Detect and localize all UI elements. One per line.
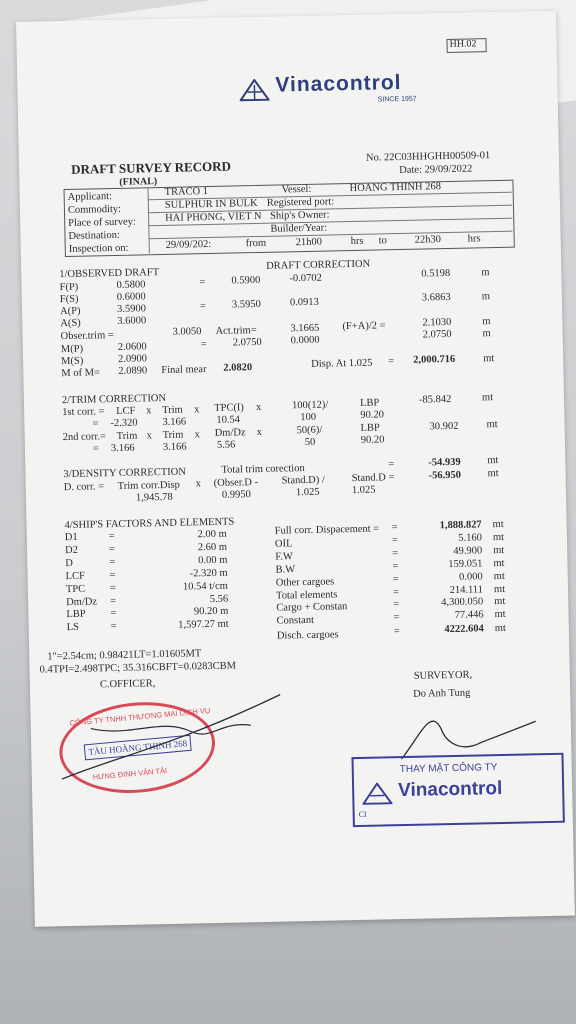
c2-trim1-value: 3.166 [110, 442, 135, 455]
to-time: 22h30 [414, 234, 442, 246]
element-value: 49.900 [453, 545, 483, 557]
observed-heading: 1/OBSERVED DRAFT [59, 267, 160, 281]
stamp-top-text: CÔNG TY TNHH THƯƠNG MẠI DỊCH VỤ [69, 705, 211, 728]
c2-x2: x [194, 429, 201, 441]
element-eq: = [391, 535, 398, 547]
dcorr-eq: = [388, 472, 395, 484]
ap-result: 3.6863 [421, 291, 451, 304]
factor-eq: = [110, 621, 117, 633]
disch-label: Disch. cargoes [276, 629, 339, 642]
factor-eq: = [109, 557, 116, 569]
fp-unit: m [481, 267, 490, 279]
dcorr-v3: 1.025 [295, 486, 320, 499]
final-mean-label: Final mear [161, 364, 207, 377]
company-line: THAY MẶT CÔNG TY [399, 762, 498, 776]
element-eq: = [392, 587, 400, 599]
company-stamp [351, 753, 564, 827]
officer-signature-icon [50, 684, 292, 789]
fa-value: 2.1030 [422, 316, 452, 329]
element-value: 214.111 [449, 584, 484, 597]
element-label: B.W [275, 564, 296, 576]
dcorr-v1: 1,945.78 [135, 491, 173, 504]
dcorr-f4: Stand.D [351, 472, 386, 485]
element-label: Cargo + Constan [276, 601, 348, 614]
obs-trim-value: 3.0050 [172, 326, 202, 338]
mp-label: M(P) [60, 343, 84, 356]
c2-x3: x [256, 426, 263, 439]
factor-label: TPC [65, 583, 86, 596]
element-unit: mt [493, 557, 505, 570]
fa-label: (F+A)/2 = [342, 320, 386, 333]
doc-code: HH.02 [449, 38, 477, 50]
c2-50-value: 50 [304, 436, 316, 449]
document-number: No. 22C03HHGHH00509-01 [365, 150, 491, 164]
document-subtitle: (FINAL) [119, 176, 158, 188]
place-label: Place of survey: [68, 216, 136, 229]
c2-result: 30.902 [429, 420, 459, 433]
factor-value: 2.60 m [197, 541, 228, 554]
factor-value: 1,597.27 mt [178, 618, 229, 631]
c1-unit: mt [481, 392, 494, 404]
element-unit: mt [494, 595, 506, 608]
final-mean-value: 2.0820 [223, 362, 253, 374]
ap-value: 3.5900 [116, 303, 147, 315]
surveyor-name: Do Anh Tung [413, 687, 471, 700]
note-conversion-2: 0.4TPI=2.498TPC; 35.316CBFT=0.0283CBM [39, 660, 237, 676]
c1-lcf-value: -2.320 [110, 417, 138, 430]
c2-lbp: LBP [360, 422, 380, 434]
registered-port-label: Registered port: [266, 196, 335, 209]
brand-since: SINCE 1957 [377, 95, 417, 104]
to-label: to [378, 235, 387, 247]
element-unit: mt [493, 544, 505, 557]
factor-value: 2.00 m [197, 528, 227, 541]
factor-value: 5.56 [209, 593, 229, 606]
correction-heading: DRAFT CORRECTION [266, 258, 371, 272]
fp-correction: -0.0702 [289, 272, 322, 285]
officer-label: C.OFFICER, [99, 678, 156, 691]
dcorr-f1: Trim corr.Disp [117, 479, 180, 492]
c1-eq: = [92, 418, 99, 430]
c1-lbp-value: 90.20 [360, 409, 385, 421]
applicant-label: Applicant: [67, 191, 113, 203]
mp-unit: m [482, 328, 491, 340]
ap-eq: = [199, 301, 207, 313]
factor-eq: = [110, 596, 117, 608]
element-value: 5.160 [458, 532, 483, 544]
factor-value: 90.20 m [193, 605, 229, 618]
element-value: 159.051 [448, 558, 483, 571]
disch-eq: = [393, 626, 400, 638]
total-trim-eq: = [388, 459, 395, 471]
factor-label: LCF [65, 570, 86, 583]
place-value: HAI PHONG, VIET N [165, 210, 262, 224]
c1-x1: x [146, 405, 152, 417]
ms-value: 2.0900 [117, 353, 148, 365]
c1-tpc-value: 10.54 [216, 414, 241, 426]
element-label: F.W [275, 551, 293, 563]
company-ci: CI [358, 809, 367, 819]
c2-trim1: Trim [116, 430, 138, 442]
act-trim-value: 3.1665 [290, 322, 320, 335]
factors-heading: 4/SHIP'S FACTORS AND ELEMENTS [64, 516, 235, 532]
c1-label: 1st corr. = [62, 406, 105, 419]
commodity-label: Commodity: [67, 203, 122, 216]
c2-dmdz-value: 5.56 [216, 439, 236, 451]
company-brand: Vinacontrol [397, 777, 503, 802]
c1-lcf: LCF [116, 405, 136, 417]
from-time: 21h00 [295, 236, 323, 249]
document-title: DRAFT SURVEY RECORD [70, 158, 232, 177]
builder-label: Builder/Year: [270, 222, 328, 235]
mp-result: 2.0750 [422, 328, 452, 341]
company-logo-icon [362, 782, 392, 805]
disp-value: 2,000.716 [413, 353, 456, 366]
c2-trim2-value: 3.166 [162, 441, 187, 454]
element-eq: = [392, 548, 399, 560]
owner-label: Ship's Owner: [270, 209, 330, 222]
vessel-label: Vessel: [281, 183, 312, 196]
fa-unit: m [482, 316, 491, 328]
inspection-label: Inspection on: [68, 242, 129, 255]
c1-result: -85.842 [418, 393, 452, 406]
dcorr-f2: (Obser.D - [213, 477, 259, 489]
element-eq: = [393, 612, 400, 624]
c2-50: 50(6)/ [296, 424, 323, 437]
document-date: Date: 29/09/2022 [399, 163, 473, 177]
from-label: from [245, 237, 267, 250]
density-heading: 3/DENSITY CORRECTION [63, 466, 186, 481]
fp-value: 0.5800 [116, 279, 146, 291]
mp-value: 2.0600 [117, 341, 147, 353]
element-unit: mt [492, 518, 504, 531]
c2-trim2: Trim [162, 429, 184, 442]
applicant-value: TRACO 1 [164, 186, 209, 198]
c1-trim-value: 3.166 [162, 416, 187, 429]
element-value: 1,888.827 [439, 519, 482, 532]
factor-label: D1 [64, 531, 78, 544]
c2-x1: x [146, 430, 153, 442]
fs-label: F(S) [59, 293, 79, 306]
act-trim-label: Act.trim= [215, 325, 257, 337]
hrs2-label: hrs [467, 233, 481, 245]
dcorr-v4: 1.025 [351, 484, 376, 497]
factor-label: D2 [64, 544, 79, 557]
fp-label: F(P) [59, 281, 79, 294]
total-trim-value: -54.939 [428, 456, 461, 469]
note-conversion-1: 1"=2.54cm; 0.98421LT=1.01605MT [47, 648, 202, 663]
c1-x2: x [194, 404, 200, 416]
c1-x3: x [256, 401, 262, 414]
disch-value: 4222.604 [444, 623, 484, 636]
dcorr-result: -56.950 [428, 469, 462, 482]
vessel-value: HOANG THINH 268 [349, 181, 442, 195]
vinacontrol-logo-icon [239, 79, 269, 102]
ap-draft: 3.5950 [231, 298, 261, 311]
ms-label: M(S) [61, 355, 84, 368]
fs-value: 0.6000 [116, 291, 146, 303]
element-unit: mt [494, 608, 506, 621]
factor-eq: = [110, 608, 117, 620]
element-eq: = [391, 522, 398, 534]
dcorr-label: D. corr. = [63, 481, 105, 494]
c2-lbp-value: 90.20 [360, 434, 385, 446]
ap-unit: m [481, 291, 491, 303]
element-unit: mt [493, 583, 506, 596]
element-unit: mt [493, 570, 505, 583]
c2-eq: = [92, 443, 99, 455]
element-label: Other cargoes [275, 576, 335, 589]
c1-trim: Trim [162, 404, 183, 417]
draft-survey-document [16, 11, 575, 927]
factor-eq: = [108, 531, 115, 543]
factor-eq: = [108, 544, 116, 556]
stamp-mid-text: TÀU HOÀNG THỊNH 268 [84, 735, 192, 761]
hrs-label: hrs [350, 235, 364, 248]
factor-eq: = [109, 583, 116, 595]
total-trim-label: Total trim corection [221, 463, 305, 476]
element-label: Total elements [275, 589, 338, 602]
factor-label: Dm/Dz [66, 596, 98, 609]
as-value: 3.6000 [117, 315, 147, 327]
dcorr-f3: Stand.D) / [281, 474, 325, 487]
factor-value: 0.00 m [198, 554, 228, 567]
destination-label: Destination: [68, 229, 120, 242]
mom-value: 2.0890 [118, 365, 148, 377]
element-unit: mt [492, 531, 505, 544]
mom-label: M of M= [61, 367, 101, 380]
disp-eq: = [388, 356, 395, 368]
factor-label: D [65, 557, 74, 570]
mp-eq: = [200, 339, 207, 351]
factor-label: LBP [66, 608, 86, 621]
disch-unit: mt [494, 622, 507, 635]
commodity-value: SULPHUR IN BULK [164, 197, 258, 211]
element-eq: = [393, 599, 400, 611]
as-label: A(S) [60, 317, 81, 330]
stamp-bottom-text: HƯNG ĐINH VẬN TẢI [92, 766, 168, 782]
c2-label: 2nd corr.= [62, 431, 107, 444]
element-label: OIL [274, 538, 293, 550]
surveyor-label: SURVEYOR, [413, 669, 473, 682]
factor-value: -2.320 m [189, 567, 228, 580]
c2-dmdz: Dm/Dz [214, 427, 246, 439]
mp-correction: 0.0000 [290, 334, 320, 347]
element-label: Full corr. Dispacement = [274, 523, 380, 537]
c1-tpc: TPC(I) [214, 402, 244, 414]
dcorr-unit: mt [487, 467, 499, 480]
factor-eq: = [109, 570, 116, 582]
element-eq: = [392, 561, 399, 573]
element-label: Constant [276, 614, 315, 627]
element-value: 0.000 [458, 571, 483, 583]
disp-label: Disp. At 1.025 [311, 357, 373, 370]
dcorr-v2: 0.9950 [221, 489, 251, 501]
c2-unit: mt [486, 419, 498, 431]
c1-lbp: LBP [359, 397, 380, 409]
element-value: 4,300.050 [441, 596, 484, 609]
element-value: 77.446 [454, 609, 484, 621]
fp-draft: 0.5900 [231, 274, 261, 287]
inspection-date: 29/09/202: [165, 238, 212, 251]
ap-correction: 0.0913 [289, 296, 319, 309]
factor-value: 10.54 t/cm [182, 580, 228, 593]
obs-trim-label: Obser.trim = [60, 330, 114, 343]
c1-100: 100(12)/ [291, 399, 329, 412]
c1-100-value: 100 [300, 411, 317, 424]
fp-eq: = [199, 277, 206, 289]
element-eq: = [392, 574, 399, 586]
trim-heading: 2/TRIM CORRECTION [61, 392, 167, 407]
mp-draft: 2.0750 [232, 336, 262, 349]
factor-label: LS [66, 621, 80, 634]
total-trim-unit: mt [487, 454, 499, 467]
fp-result: 0.5198 [421, 267, 451, 280]
ap-label: A(P) [59, 305, 81, 318]
brand-name: Vinacontrol [275, 70, 402, 97]
dcorr-x: x [195, 478, 202, 490]
disp-unit: mt [483, 353, 495, 365]
